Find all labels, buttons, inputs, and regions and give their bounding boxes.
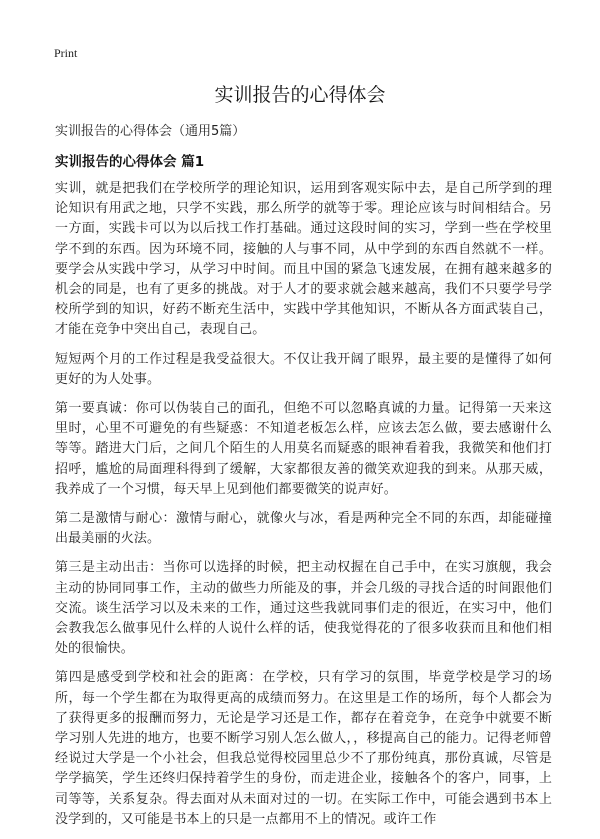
document-subtitle: 实训报告的心得体会（通用5篇）: [55, 124, 246, 139]
page-title: 实训报告的心得体会: [214, 84, 386, 106]
paragraph: 第三是主动出击：当你可以选择的时候，把主动权握在自己手中，在实习旗舰，我会主动的协同同事工作，主动的做些力所能及的事，并会几级的寻找合适的时间跟他们交流。谈生活学习以及未来的工作，通过这些我就同事们走的很近，在实习中，他们会教我怎么做事见什么样的人说什么样的话，使我觉得花的了很多收获而且和他们相处的很愉快。: [55, 560, 552, 657]
paragraph: 第四是感受到学校和社会的距离：在学校，只有学习的氛围，毕竟学校是学习的场所，每一个学生都在为取得更高的成绩而努力。在这里是工作的场所，每个人都会为了获得更多的报酬而努力，无论是学习还是工作，都存在着竞争，在竞争中就要不断学习别人先进的地方，也要不断学习别人怎么做人，，移提高自己的能力。记得老师曾经说过大学是一个小社会，但我总觉得校园里总少不了那份纯真，那份真诚，尽管是学学搞笑，学生还终归保持着学生的身份，而走进企业，接触各个的客户，同事，上司等等，关系复杂。得去面对从未面对过的一切。在实际工作中，可能会遇到书本上没学到的，又可能是书本上的只是一点都用不上的情况。或许工作: [55, 670, 552, 827]
section-heading: 实训报告的心得体会 篇1: [55, 154, 205, 170]
paragraph: 短短两个月的工作过程是我受益很大。不仅让我开阔了眼界，最主要的是懂得了如何更好的为人处事。: [55, 351, 552, 387]
paragraph: 实训，就是把我们在学校所学的理论知识，运用到客观实际中去，是自己所学到的理论知识有用武之地，只学不实践，那么所学的就等于零。理论应该与时间相结合。另一方面，实践卡可以为以后找工作打基础。通过这段时间的实习，学到一些在学校里学不到的东西。因为环境不同，接触的人与事不同，从中学到的东西自然就不一样。要学会从实践中学习，从学习中时间。而且中国的紧急飞速发展，在拥有越来越多的机会的同是，也有了更多的挑战。对于人才的要求就会越来越高，我们不只要学号学校所学到的知识，好药不断充生活中，实践中学其他知识，不断从各方面武装自己，才能在竞争中突出自己，表现自己。: [55, 181, 552, 338]
paragraph: 第二是激情与耐心：激情与耐心，就像火与冰，看是两种完全不同的东西，却能碰撞出最美丽的火法。: [55, 511, 552, 547]
document-body: [55, 179, 552, 839]
paragraph: 第一要真诚：你可以伪装自己的面孔，但绝不可以忽略真诚的力量。记得第一天来这里时，心里不可避免的有些疑惑：不知道老板怎么样，应该去怎么做，要去感谢什么等等。踏进大门后，之间几个陌生的人用莫名而疑惑的眼神看着我，我微笑和他们打招呼，尴尬的局面理科得到了缓解，大家都很友善的微笑欢迎我的到来。从那天威，我养成了一个习惯，每天早上见到他们都要微笑的说声好。: [55, 401, 552, 497]
print-link[interactable]: Print: [54, 46, 78, 60]
